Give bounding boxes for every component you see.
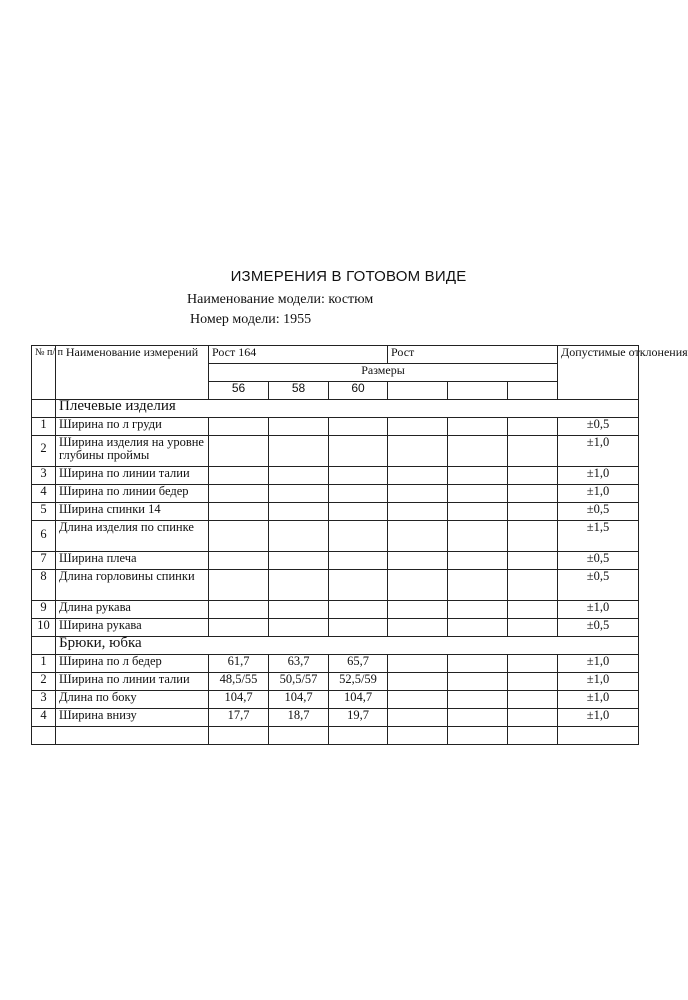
table-row — [32, 503, 639, 521]
header-tolerance: Допустимые отклонения — [558, 346, 639, 400]
value-60: 52,5/59 — [329, 673, 388, 691]
row-tolerance: ±1,0 — [558, 673, 639, 691]
row-number: 6 — [32, 521, 56, 552]
row-name: Ширина спинки 14 — [56, 503, 209, 521]
header-rost-164: Рост 164 — [209, 346, 388, 364]
row-number: 4 — [32, 709, 56, 727]
row-number: 3 — [32, 691, 56, 709]
value-58: 50,5/57 — [269, 673, 329, 691]
row-tolerance: ±0,5 — [558, 552, 639, 570]
row-tolerance: ±1,0 — [558, 485, 639, 503]
row-number: 1 — [32, 655, 56, 673]
row-name: Ширина по л бедер — [56, 655, 209, 673]
row-name: Ширина рукава — [56, 619, 209, 637]
section-row — [32, 400, 639, 418]
section-title-trousers: Брюки, юбка — [56, 637, 639, 655]
header-rost-2: Рост — [388, 346, 558, 364]
row-number: 2 — [32, 673, 56, 691]
row-name: Длина рукава — [56, 601, 209, 619]
row-name: Ширина по линии талии — [56, 467, 209, 485]
row-name: Ширина внизу — [56, 709, 209, 727]
row-tolerance: ±1,0 — [558, 691, 639, 709]
section-title-shoulder: Плечевые изделия — [56, 400, 639, 418]
row-number: 10 — [32, 619, 56, 637]
table-row — [32, 570, 639, 601]
table-row — [32, 467, 639, 485]
row-name: Длина горловины спинки — [56, 570, 209, 601]
document-title: ИЗМЕРЕНИЯ В ГОТОВОМ ВИДЕ — [230, 268, 467, 285]
value-60: 65,7 — [329, 655, 388, 673]
row-tolerance: ±1,0 — [558, 709, 639, 727]
row-name: Длина по боку — [56, 691, 209, 709]
row-tolerance: ±0,5 — [558, 418, 639, 436]
table-row — [32, 552, 639, 570]
value-56: 104,7 — [209, 691, 269, 709]
row-name: Ширина плеча — [56, 552, 209, 570]
value-56: 48,5/55 — [209, 673, 269, 691]
row-tolerance: ±0,5 — [558, 619, 639, 637]
row-tolerance: ±0,5 — [558, 503, 639, 521]
empty-row — [32, 727, 639, 745]
table-row — [32, 436, 639, 467]
row-number: 1 — [32, 418, 56, 436]
size-58: 58 — [269, 382, 329, 400]
row-number: 3 — [32, 467, 56, 485]
table-row — [32, 709, 639, 727]
model-name: Наименование модели: костюм — [187, 292, 374, 307]
section-row — [32, 637, 639, 655]
value-60: 19,7 — [329, 709, 388, 727]
row-tolerance: ±1,0 — [558, 601, 639, 619]
header-number: № п/ п — [32, 346, 56, 400]
value-56: 17,7 — [209, 709, 269, 727]
measurements-table — [31, 345, 688, 745]
value-60: 104,7 — [329, 691, 388, 709]
table-row — [32, 619, 639, 637]
table-row — [32, 655, 639, 673]
row-name: Ширина по линии талии — [56, 673, 209, 691]
table-row — [32, 521, 639, 552]
value-56: 61,7 — [209, 655, 269, 673]
row-number: 4 — [32, 485, 56, 503]
model-number: Номер модели: 1955 — [190, 312, 312, 327]
table-row — [32, 601, 639, 619]
row-tolerance: ±1,0 — [558, 655, 639, 673]
row-name: Ширина по линии бедер — [56, 485, 209, 503]
row-tolerance: ±1,0 — [558, 436, 639, 467]
value-58: 63,7 — [269, 655, 329, 673]
header-name: Наименование измерений — [56, 346, 209, 400]
table-row — [32, 485, 639, 503]
row-number: 7 — [32, 552, 56, 570]
size-56: 56 — [209, 382, 269, 400]
value-58: 18,7 — [269, 709, 329, 727]
row-tolerance: ±1,0 — [558, 467, 639, 485]
header-row-1 — [32, 346, 639, 364]
table-row — [32, 691, 639, 709]
row-number: 5 — [32, 503, 56, 521]
table-row — [32, 673, 639, 691]
row-tolerance: ±0,5 — [558, 570, 639, 601]
header-sizes: Размеры — [209, 364, 558, 382]
row-number: 8 — [32, 570, 56, 601]
row-name: Ширина по л груди — [56, 418, 209, 436]
table-row — [32, 418, 639, 436]
row-number: 2 — [32, 436, 56, 467]
row-number: 9 — [32, 601, 56, 619]
row-name: Длина изделия по спинке — [56, 521, 209, 552]
row-name: Ширина изделия на уровне глубины проймы — [56, 436, 209, 467]
row-tolerance: ±1,5 — [558, 521, 639, 552]
value-58: 104,7 — [269, 691, 329, 709]
size-60: 60 — [329, 382, 388, 400]
